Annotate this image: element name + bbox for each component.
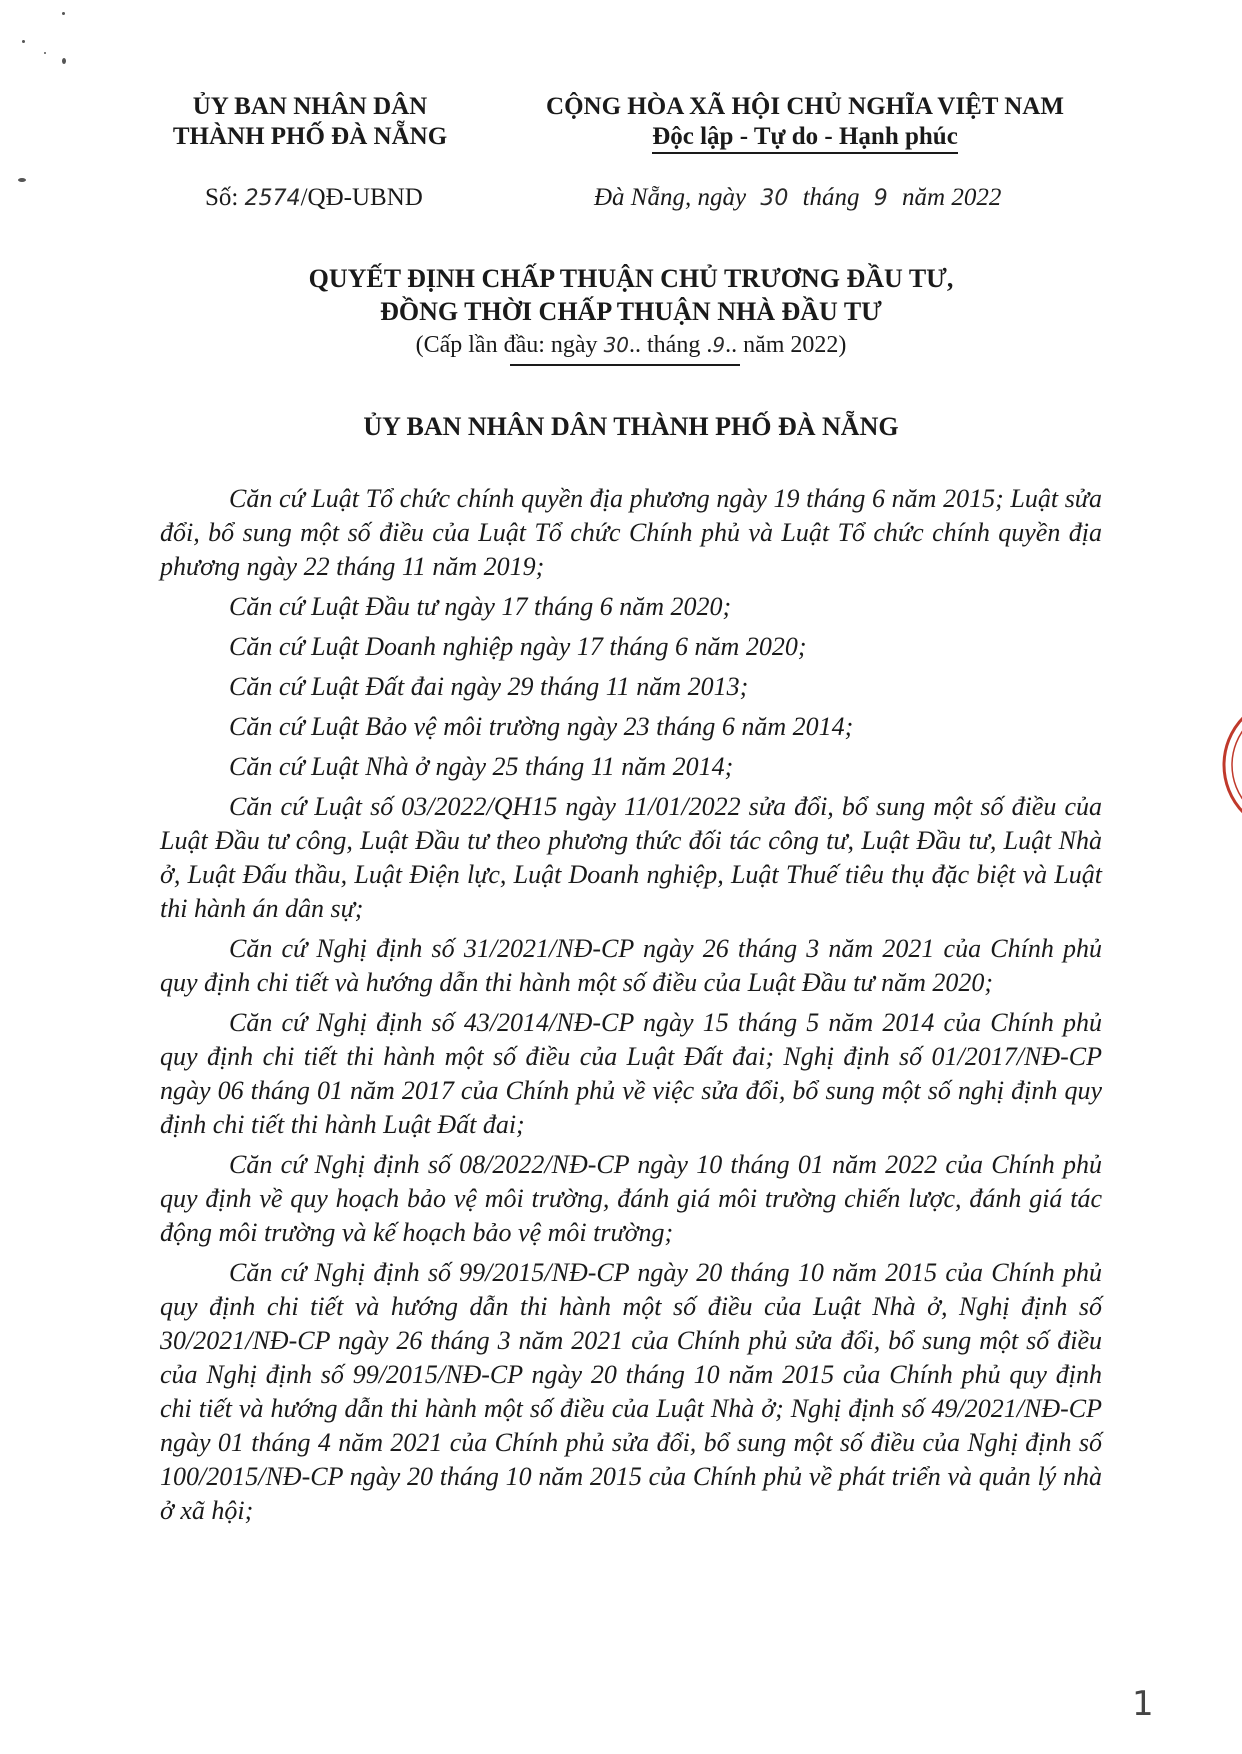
agency-name: [160, 92, 460, 152]
paragraph: Căn cứ Luật Nhà ở ngày 25 tháng 11 năm 2014;: [229, 752, 734, 781]
title-line-1: QUYẾT ĐỊNH CHẤP THUẬN CHỦ TRƯƠNG ĐẦU TƯ,: [308, 264, 954, 293]
document-date: Đà Nẵng, ngày 30 tháng 9 năm 2022: [594, 184, 1002, 211]
paragraph: Căn cứ Luật số 03/2022/QH15 ngày 11/01/2022 sửa đổi, bổ sung một số điều của Luật Đầu tư công, Luật Đầu tư theo phương thức đối tác công tư, Luật Đầu tư, Luật Nhà ở, Luật Đấu thầu, Luật Điện lực, Luật Doanh nghiệp, Luật Thuế tiêu thụ đặc biệt và Luật thi hành án dân sự;: [160, 792, 1102, 923]
handwritten-month: 9: [873, 186, 888, 211]
agency-line-1: ỦY BAN NHÂN DÂN: [192, 93, 428, 120]
legal-bases: [160, 482, 1102, 1534]
paragraph: Căn cứ Luật Bảo vệ môi trường ngày 23 tháng 6 năm 2014;: [229, 712, 854, 741]
paragraph: Căn cứ Luật Đất đai ngày 29 tháng 11 năm 2013;: [229, 672, 749, 701]
document-number: Số: 2574/QĐ-UBND: [205, 184, 423, 211]
decision-title: [160, 262, 1102, 328]
paragraph: Căn cứ Nghị định số 08/2022/NĐ-CP ngày 10 tháng 01 năm 2022 của Chính phủ quy định về quy hoạch bảo vệ môi trường, đánh giá môi trường chiến lược, đánh giá tác động môi trường và kế hoạch bảo vệ môi trường;: [160, 1150, 1102, 1247]
paragraph: Căn cứ Luật Tổ chức chính quyền địa phương ngày 19 tháng 6 năm 2015; Luật sửa đổi, bổ sung một số điều của Luật Tổ chức Chính phủ và Luật Tổ chức chính quyền địa phương ngày 22 tháng 11 năm 2019;: [160, 484, 1102, 581]
agency-line-2: THÀNH PHỐ ĐÀ NẴNG: [172, 123, 448, 150]
paragraph: Căn cứ Nghị định số 43/2014/NĐ-CP ngày 15 tháng 5 năm 2014 của Chính phủ quy định chi tiết thi hành một số điều của Luật Đất đai; Nghị định số 01/2017/NĐ-CP ngày 06 tháng 01 năm 2017 của Chính phủ về việc sửa đổi, bổ sung một số nghị định quy định chi tiết thi hành Luật Đất đai;: [160, 1008, 1102, 1139]
paragraph: Căn cứ Luật Doanh nghiệp ngày 17 tháng 6 năm 2020;: [229, 632, 807, 661]
motto: Độc lập - Tự do - Hạnh phúc: [525, 122, 1085, 152]
paragraph: Căn cứ Nghị định số 99/2015/NĐ-CP ngày 20 tháng 10 năm 2015 của Chính phủ quy định chi tiết và hướng dẫn thi hành một số điều của Luật Nhà ở, Nghị định số 30/2021/NĐ-CP ngày 26 tháng 3 năm 2021 của Chính phủ sửa đổi, bổ sung một số điều của Nghị định số 99/2015/NĐ-CP ngày 20 tháng 10 năm 2015 của Chính phủ quy định chi tiết và hướng dẫn thi hành một số điều của Luật Nhà ở; Nghị định số 49/2021/NĐ-CP ngày 01 tháng 4 năm 2021 của Chính phủ sửa đổi, bổ sung một số điều của Nghị định số 100/2015/NĐ-CP ngày 20 tháng 10 năm 2015 của Chính phủ về phát triển và quản lý nhà ở xã hội;: [160, 1258, 1102, 1525]
title-line-2: ĐỒNG THỜI CHẤP THUẬN NHÀ ĐẦU TƯ: [380, 297, 882, 326]
nation-name: CỘNG HÒA XÃ HỘI CHỦ NGHĨA VIỆT NAM: [546, 93, 1064, 120]
title-underline: [510, 364, 740, 366]
red-seal-stamp: [1212, 690, 1242, 840]
issuer-heading: ỦY BAN NHÂN DÂN THÀNH PHỐ ĐÀ NẴNG: [363, 412, 899, 441]
issue-date: (Cấp lần đầu: ngày 30.. tháng .9.. năm 2022): [415, 332, 847, 358]
handwritten-issue-day: 30: [603, 333, 630, 357]
nation-header: [525, 92, 1085, 152]
handwritten-issue-month: 9: [712, 333, 726, 357]
handwritten-day: 30: [760, 186, 789, 211]
paragraph: Căn cứ Nghị định số 31/2021/NĐ-CP ngày 26 tháng 3 năm 2021 của Chính phủ quy định chi tiết và hướng dẫn thi hành một số điều của Luật Đầu tư năm 2020;: [160, 934, 1102, 997]
handwritten-number: 2574: [244, 186, 301, 211]
paragraph: Căn cứ Luật Đầu tư ngày 17 tháng 6 năm 2020;: [229, 592, 732, 621]
page-number: 1: [1132, 1684, 1154, 1724]
